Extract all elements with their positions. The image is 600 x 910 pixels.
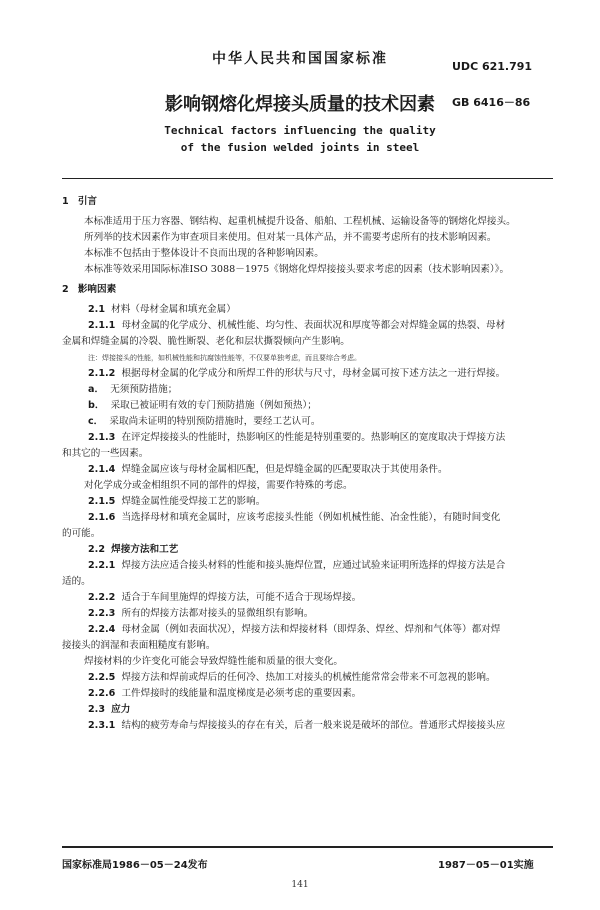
list-item: 采取已被证明有效的专门预防措施（例如预热）； — [110, 400, 317, 411]
clause-text: 和其它的一些因素。 — [62, 448, 149, 459]
clause-text: 母材金属（例如表面状况），焊接方法和焊接材料（即焊条、焊丝、焊剂和气体等）都对焊 — [121, 624, 501, 635]
clause-text: 适的。 — [62, 576, 91, 587]
gb-code: GB 6416－86 — [452, 96, 531, 109]
clause-number: 2.2.6 — [88, 688, 116, 699]
clause-number: 2.1.1 — [88, 320, 116, 331]
clause-text: 焊接方法应适合接头材料的性能和接头施焊位置，应通过试验来证明所选择的焊接方法是合 — [121, 560, 506, 571]
clause-title: 应力 — [111, 704, 131, 715]
clause-number: 2.3.1 — [88, 720, 116, 731]
clause-text: 母材金属的化学成分、机械性能、均匀性、表面状况和厚度等都会对焊缝金属的热裂、母材 — [121, 320, 506, 331]
clause-number: 2.2.5 — [88, 672, 116, 683]
issue-date: 国家标准局1986－05－24发布 — [62, 860, 208, 871]
list-marker: a． — [88, 384, 105, 395]
clause-number: 2.2.1 — [88, 560, 116, 571]
paragraph: 本标准适用于压力容器、钢结构、起重机械提升设备、船舶、工程机械、运输设备等的钢熔化焊接头。 — [84, 216, 516, 227]
clause-text: 在评定焊接接头的性能时，热影响区的性能是特别重要的。热影响区的宽度取决于焊接方法 — [121, 432, 506, 443]
clause-text: 焊缝金属性能受焊接工艺的影响。 — [121, 496, 266, 507]
clause-number: 2.3 — [88, 704, 105, 715]
list-marker: c． — [88, 416, 104, 427]
effective-date: 1987－05－01实施 — [438, 860, 534, 871]
clause-text: 对化学成分或金相组织不同的部件的焊接，需要作特殊的考虑。 — [84, 480, 353, 491]
clause-number: 2.1.2 — [88, 368, 116, 379]
clause-text: 当选择母材和填充金属时，应该考虑接头性能（例如机械性能、冶金性能），有随时间变化 — [121, 512, 501, 523]
clause-number: 2.2.3 — [88, 608, 116, 619]
list-item: 无须预防措施； — [110, 384, 178, 395]
section-number: 2 — [62, 284, 69, 295]
clause-text: 所有的焊接方法都对接头的显微组织有影响。 — [121, 608, 314, 619]
clause-number: 2.2.2 — [88, 592, 116, 603]
clause-number: 2.2 — [88, 544, 105, 555]
clause-title: 焊接方法和工艺 — [111, 544, 179, 555]
clause-text: 金属和焊缝金属的冷裂、脆性断裂、老化和层状撕裂倾向产生影响。 — [62, 336, 350, 347]
section-title: 引言 — [77, 196, 98, 207]
clause-text: 的可能。 — [62, 528, 101, 539]
page-number: 141 — [291, 880, 309, 890]
section-number: 1 — [62, 196, 69, 207]
clause-text: 焊接材料的少许变化可能会导致焊缝性能和质量的很大变化。 — [84, 656, 344, 667]
clause-number: 2.2.4 — [88, 624, 116, 635]
title-en-line-1: Technical factors influencing the quality — [164, 124, 436, 137]
clause-number: 2.1.5 — [88, 496, 116, 507]
paragraph: 本标准等效采用国际标准ISO 3088－1975《钢熔化焊焊接接头要求考虑的因素（技术影响因素）》。 — [84, 264, 510, 275]
document-body — [62, 194, 553, 734]
clause-text: 接接头的润湿和表面粗糙度有影响。 — [62, 640, 216, 651]
clause-number: 2.1.3 — [88, 432, 116, 443]
footer-divider — [62, 846, 553, 848]
clause-number: 2.1.6 — [88, 512, 116, 523]
paragraph: 所列举的技术因素作为审查项目来使用。但对某一具体产品，并不需要考虑所有的技术影响因素。 — [84, 232, 497, 243]
clause-text: 根据母材金属的化学成分和所焊工件的形状与尺寸，母材金属可按下述方法之一进行焊接。 — [121, 368, 506, 379]
note: 注：焊接接头的性能，如机械性能和抗腐蚀性能等，不仅要单独考虑，而且要综合考虑。 — [88, 354, 361, 362]
clause-text: 焊接方法和焊前或焊后的任何冷、热加工对接头的机械性能常常会带来不可忽视的影响。 — [121, 672, 496, 683]
clause-text: 适合于车间里施焊的焊接方法，可能不适合于现场焊接。 — [121, 592, 362, 603]
paragraph: 本标准不包括由于整体设计不良而出现的各种影响因素。 — [84, 248, 324, 259]
document-title-cn: 影响钢熔化焊接头质量的技术因素 — [165, 94, 435, 115]
clause-text: 焊缝金属应该与母材金属相匹配，但是焊缝金属的匹配要取决于其使用条件。 — [121, 464, 448, 475]
clause-number: 2.1.4 — [88, 464, 116, 475]
national-standard-heading: 中华人民共和国国家标准 — [212, 51, 388, 67]
title-en-line-2: of the fusion welded joints in steel — [180, 141, 420, 154]
list-marker: b． — [88, 400, 105, 411]
clause-text: 结构的疲劳寿命与焊接接头的存在有关，后者一般来说是破坏的部位。普通形式焊接接头应 — [121, 720, 506, 731]
clause-title: 材料（母材金属和填充金属） — [111, 304, 236, 315]
section-title: 影响因素 — [77, 284, 117, 295]
list-item: 采取尚未证明的特别预防措施时，要经工艺认可。 — [109, 416, 321, 427]
clause-text: 工件焊接时的线能量和温度梯度是必须考虑的重要因素。 — [121, 688, 362, 699]
udc-code: UDC 621.791 — [452, 60, 533, 73]
clause-number: 2.1 — [88, 304, 105, 315]
header-divider — [62, 178, 553, 179]
document-title-en — [0, 122, 600, 156]
